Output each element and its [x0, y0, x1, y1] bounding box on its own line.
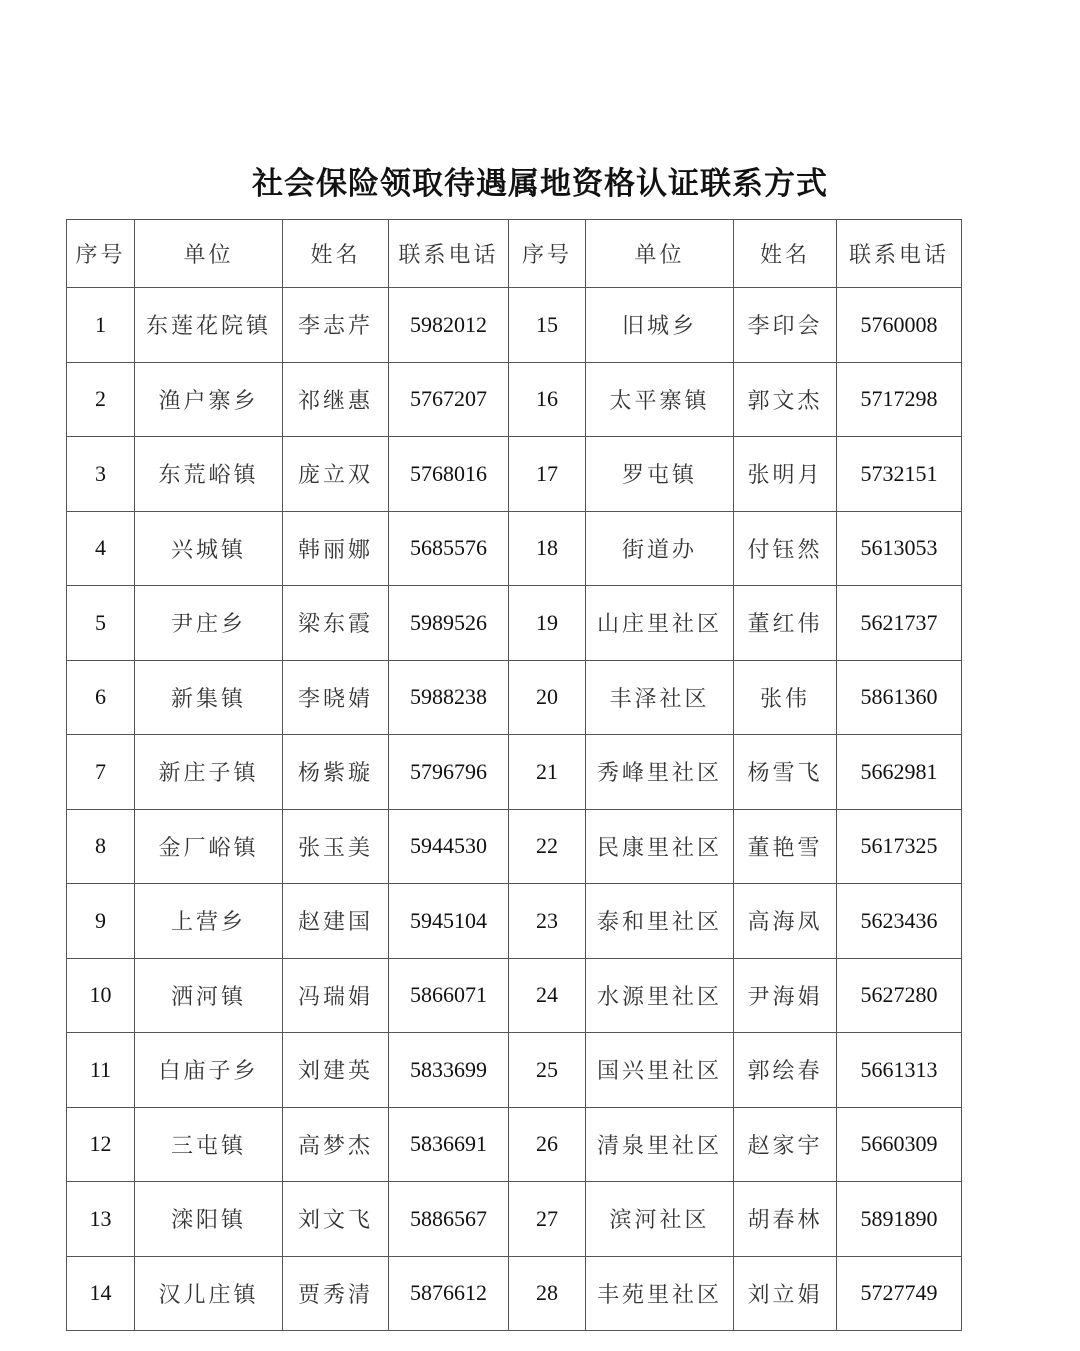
unit-name: 金厂峪镇 [135, 809, 283, 884]
unit-name: 兴城镇 [135, 511, 283, 586]
phone-number: 5796796 [389, 735, 509, 810]
header-unit-2: 单位 [586, 220, 734, 288]
table-row [67, 958, 962, 1033]
unit-name: 三屯镇 [135, 1107, 283, 1182]
phone-number: 5982012 [389, 288, 509, 363]
phone-number-2: 5891890 [837, 1182, 962, 1257]
row-index: 8 [67, 809, 135, 884]
row-index: 13 [67, 1182, 135, 1257]
contact-person-2: 董红伟 [734, 586, 837, 661]
contact-person-2: 董艳雪 [734, 809, 837, 884]
contact-person-2: 付钰然 [734, 511, 837, 586]
row-index: 3 [67, 437, 135, 512]
phone-number-2: 5727749 [837, 1256, 962, 1331]
phone-number: 5767207 [389, 362, 509, 437]
contact-person-2: 李印会 [734, 288, 837, 363]
unit-name-2: 太平寨镇 [586, 362, 734, 437]
contact-person-2: 张伟 [734, 660, 837, 735]
table-row [67, 809, 962, 884]
unit-name: 新庄子镇 [135, 735, 283, 810]
contact-person: 贾秀清 [283, 1256, 389, 1331]
contact-person-2: 胡春林 [734, 1182, 837, 1257]
unit-name-2: 民康里社区 [586, 809, 734, 884]
document-title: 社会保险领取待遇属地资格认证联系方式 [252, 166, 828, 202]
phone-number: 5988238 [389, 660, 509, 735]
contact-person: 张玉美 [283, 809, 389, 884]
row-index-2: 17 [509, 437, 586, 512]
phone-number: 5836691 [389, 1107, 509, 1182]
header-name-2: 姓名 [734, 220, 837, 288]
phone-number: 5876612 [389, 1256, 509, 1331]
phone-number: 5944530 [389, 809, 509, 884]
row-index: 14 [67, 1256, 135, 1331]
table-body [67, 288, 962, 1331]
row-index: 11 [67, 1033, 135, 1108]
phone-number: 5768016 [389, 437, 509, 512]
table-header-row [67, 220, 962, 288]
header-phone: 联系电话 [389, 220, 509, 288]
phone-number: 5685576 [389, 511, 509, 586]
contact-person: 祁继惠 [283, 362, 389, 437]
contact-person-2: 郭绘春 [734, 1033, 837, 1108]
unit-name-2: 罗屯镇 [586, 437, 734, 512]
row-index: 10 [67, 958, 135, 1033]
table-row [67, 1182, 962, 1257]
row-index: 5 [67, 586, 135, 661]
phone-number-2: 5660309 [837, 1107, 962, 1182]
unit-name-2: 旧城乡 [586, 288, 734, 363]
contact-person-2: 张明月 [734, 437, 837, 512]
unit-name-2: 街道办 [586, 511, 734, 586]
unit-name: 上营乡 [135, 884, 283, 959]
unit-name: 渔户寨乡 [135, 362, 283, 437]
row-index: 9 [67, 884, 135, 959]
row-index-2: 28 [509, 1256, 586, 1331]
header-name: 姓名 [283, 220, 389, 288]
unit-name-2: 秀峰里社区 [586, 735, 734, 810]
unit-name: 东荒峪镇 [135, 437, 283, 512]
row-index-2: 23 [509, 884, 586, 959]
unit-name: 滦阳镇 [135, 1182, 283, 1257]
phone-number-2: 5717298 [837, 362, 962, 437]
unit-name-2: 滨河社区 [586, 1182, 734, 1257]
unit-name: 东莲花院镇 [135, 288, 283, 363]
phone-number-2: 5661313 [837, 1033, 962, 1108]
row-index-2: 26 [509, 1107, 586, 1182]
table-row [67, 288, 962, 363]
unit-name: 新集镇 [135, 660, 283, 735]
contact-person: 李晓婧 [283, 660, 389, 735]
row-index: 1 [67, 288, 135, 363]
unit-name-2: 丰泽社区 [586, 660, 734, 735]
table-row [67, 362, 962, 437]
row-index-2: 22 [509, 809, 586, 884]
row-index-2: 24 [509, 958, 586, 1033]
contact-person-2: 郭文杰 [734, 362, 837, 437]
phone-number: 5945104 [389, 884, 509, 959]
unit-name-2: 丰苑里社区 [586, 1256, 734, 1331]
table-row [67, 660, 962, 735]
row-index-2: 20 [509, 660, 586, 735]
phone-number: 5833699 [389, 1033, 509, 1108]
unit-name-2: 清泉里社区 [586, 1107, 734, 1182]
row-index: 2 [67, 362, 135, 437]
table-row [67, 1107, 962, 1182]
contact-person: 庞立双 [283, 437, 389, 512]
contact-person-2: 尹海娟 [734, 958, 837, 1033]
contact-person: 梁东霞 [283, 586, 389, 661]
contact-person: 刘文飞 [283, 1182, 389, 1257]
contact-table [66, 219, 962, 1331]
unit-name: 白庙子乡 [135, 1033, 283, 1108]
phone-number: 5886567 [389, 1182, 509, 1257]
row-index-2: 18 [509, 511, 586, 586]
header-unit: 单位 [135, 220, 283, 288]
table-row [67, 586, 962, 661]
contact-person: 高梦杰 [283, 1107, 389, 1182]
row-index-2: 16 [509, 362, 586, 437]
unit-name-2: 水源里社区 [586, 958, 734, 1033]
row-index: 7 [67, 735, 135, 810]
row-index: 6 [67, 660, 135, 735]
phone-number-2: 5662981 [837, 735, 962, 810]
row-index-2: 15 [509, 288, 586, 363]
contact-person-2: 杨雪飞 [734, 735, 837, 810]
header-index: 序号 [67, 220, 135, 288]
unit-name-2: 泰和里社区 [586, 884, 734, 959]
phone-number-2: 5732151 [837, 437, 962, 512]
table-row [67, 884, 962, 959]
contact-person: 赵建国 [283, 884, 389, 959]
unit-name: 洒河镇 [135, 958, 283, 1033]
phone-number-2: 5760008 [837, 288, 962, 363]
contact-person-2: 刘立娟 [734, 1256, 837, 1331]
table-row [67, 437, 962, 512]
table-row [67, 1256, 962, 1331]
row-index: 12 [67, 1107, 135, 1182]
table-row [67, 1033, 962, 1108]
phone-number-2: 5613053 [837, 511, 962, 586]
contact-person: 李志芹 [283, 288, 389, 363]
table-row [67, 735, 962, 810]
unit-name: 尹庄乡 [135, 586, 283, 661]
row-index-2: 25 [509, 1033, 586, 1108]
phone-number-2: 5617325 [837, 809, 962, 884]
phone-number-2: 5623436 [837, 884, 962, 959]
table-row [67, 511, 962, 586]
phone-number: 5989526 [389, 586, 509, 661]
phone-number-2: 5627280 [837, 958, 962, 1033]
header-phone-2: 联系电话 [837, 220, 962, 288]
phone-number-2: 5861360 [837, 660, 962, 735]
row-index: 4 [67, 511, 135, 586]
unit-name-2: 山庄里社区 [586, 586, 734, 661]
phone-number-2: 5621737 [837, 586, 962, 661]
unit-name-2: 国兴里社区 [586, 1033, 734, 1108]
contact-person: 杨紫璇 [283, 735, 389, 810]
header-index-2: 序号 [509, 220, 586, 288]
phone-number: 5866071 [389, 958, 509, 1033]
row-index-2: 21 [509, 735, 586, 810]
row-index-2: 19 [509, 586, 586, 661]
contact-person: 冯瑞娟 [283, 958, 389, 1033]
contact-person-2: 赵家宇 [734, 1107, 837, 1182]
contact-person-2: 高海凤 [734, 884, 837, 959]
unit-name: 汉儿庄镇 [135, 1256, 283, 1331]
row-index-2: 27 [509, 1182, 586, 1257]
contact-person: 刘建英 [283, 1033, 389, 1108]
contact-person: 韩丽娜 [283, 511, 389, 586]
